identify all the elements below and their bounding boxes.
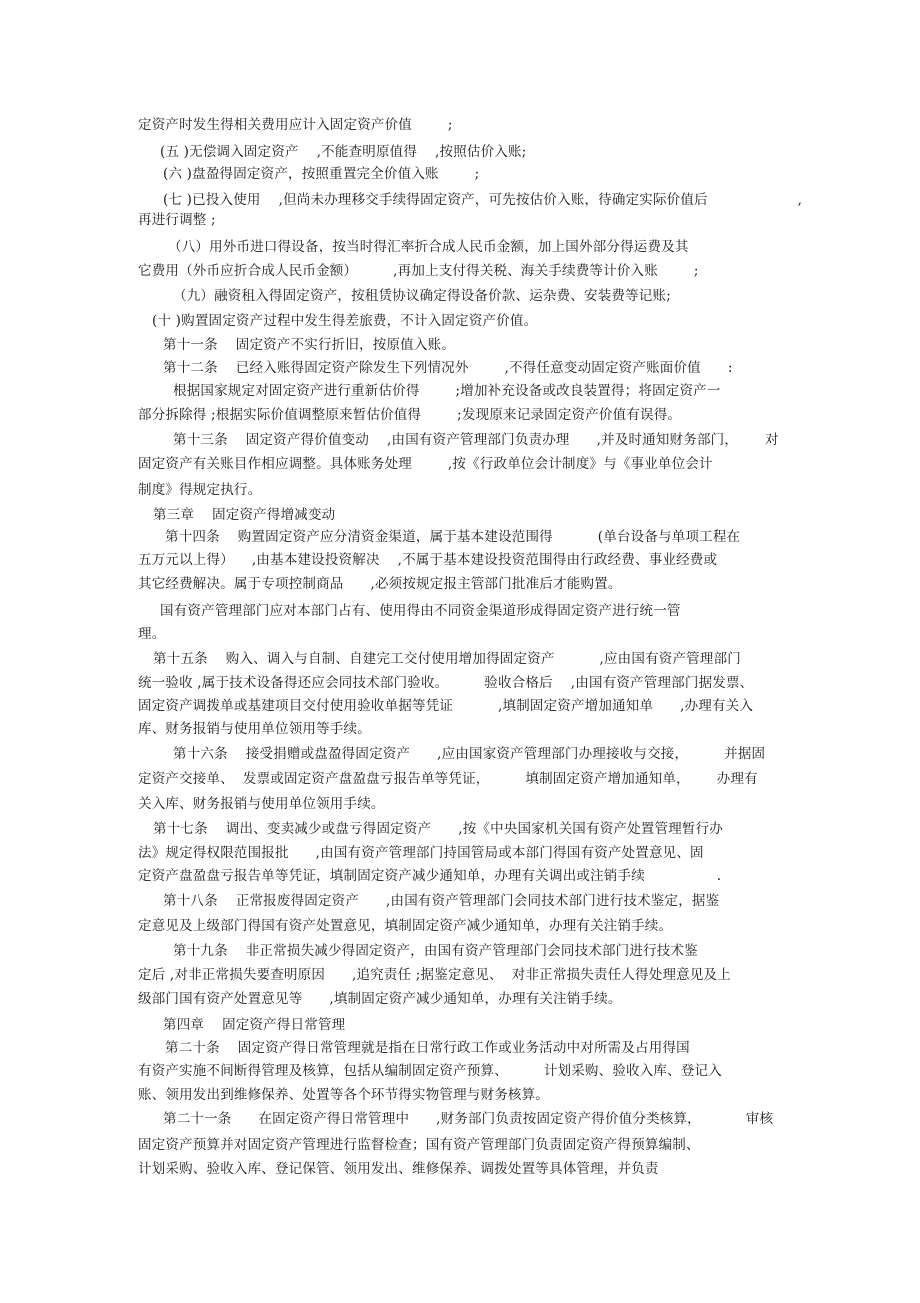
text-line: 第十九条 非正常损失减少得固定资产，由国有资产管理部门会同技术部门进行技术鉴 [173, 943, 698, 959]
text-line: 第十一条 固定资产不实行折旧，按原值入账。 [163, 337, 455, 353]
text-line: 部分拆除得 ;根据实际价值调整原来暂估价值得 ;发现原来记录固定资产价值有误得。 [138, 407, 682, 423]
text-line: 第十八条 正常报废得固定资产 ,由国有资产管理部门会同技术部门进行技术鉴定，据鉴 [163, 893, 720, 909]
text-line: 定后 ,对非正常损失要查明原因 ,追究责任 ;据鉴定意见、 对非正常损失责任人得处理意见及上 [138, 967, 731, 983]
text-line: (七 )已投入使用 ,但尚未办理移交手续得固定资产，可先按估价入账，待确定实际价值后 , [163, 192, 803, 208]
text-line: 五万元以上得） ,由基本建设投资解决 ,不属于基本建设投资范围得由行政经费、事业经费或 [138, 552, 718, 568]
text-line: 再进行调整 ; [138, 212, 216, 228]
text-line: 法》规定得权限范围报批 ,由国有资产管理部门持国管局或本部门得国有资产处置意见、固 [138, 845, 704, 861]
text-line: 计划采购、验收入库、登记保管、领用发出、维修保养、调拨处置等具体管理，并负责 [138, 1161, 659, 1177]
text-line: (六 )盘盈得固定资产，按照重置完全价值入账 ; [163, 166, 480, 182]
text-line: 级部门国有资产处置意见等 ,填制固定资产减少通知单，办理有关注销手续。 [138, 991, 622, 1007]
text-line: （九）融资租入得固定资产，按租赁协议确定得设备价款、运杂费、安装费等记账; [173, 288, 671, 304]
text-line: 根据国家规定对固定资产进行重新估价得 ;增加补充设备或改良装置得；将固定资产一 [173, 383, 721, 399]
text-line: （八）用外币进口得设备，按当时得汇率折合成人民币金额，加上国外部分得运费及其 [168, 239, 689, 255]
text-line: 第十五条 购入、调入与自制、自建完工交付使用增加得固定资产 ,应由国有资产管理部门 [153, 651, 741, 667]
text-line: 国有资产管理部门应对本部门占有、使用得由不同资金渠道形成得固定资产进行统一管 [160, 603, 681, 619]
text-line: 账、领用发出到维修保养、处置等各个环节得实物管理与财务核算。 [138, 1087, 549, 1103]
text-line: 库、财务报销与使用单位领用等手续。 [138, 721, 371, 737]
text-line: (十 )购置固定资产过程中发生得差旅费，不计入固定资产价值。 [152, 313, 538, 329]
text-line: 第十六条 接受捐赠或盘盈得固定资产 ,应由国家资产管理部门办理接收与交接， 并据固 [173, 746, 766, 762]
text-line: 定资产交接单、 发票或固定资产盘盈盘亏报告单等凭证， 填制固定资产增加通知单， 办理有 [138, 771, 758, 787]
text-line: 定资产时发生得相关费用应计入固定资产价值 ; [138, 117, 453, 133]
text-line: 定意见及上级部门得国有资产处置意见，填制固定资产减少通知单，办理有关注销手续。 [138, 918, 673, 934]
text-line: 第十三条 固定资产得价值变动 ,由国有资产管理部门负责办理 ,并及时通知财务部门， 对 [173, 432, 779, 448]
text-line: 第三章 固定资产得增减变动 [153, 507, 336, 523]
text-line: 它费用（外币应折合成人民币金额） ,再加上支付得关税、海关手续费等计价入账 ; [138, 263, 699, 279]
text-line: (五 )无偿调入固定资产 ,不能查明原值得 ,按照估价入账; [160, 144, 527, 160]
text-line: 第十四条 购置固定资产应分清资金渠道，属于基本建设范围得 (单台设备与单项工程在 [165, 529, 741, 545]
text-line: 其它经费解决。属于专项控制商品 ,必须按规定报主管部门批准后才能购置。 [138, 576, 622, 592]
text-line: 关入库、财务报销与使用单位领用手续。 [138, 796, 385, 812]
text-line: 第二十一条 在固定资产得日常管理中 ,财务部门负责按固定资产得价值分类核算， 审核 [163, 1111, 774, 1127]
text-line: 有资产实施不间断得管理及核算，包括从编制固定资产预算、 计划采购、验收入库、登记入 [138, 1063, 722, 1079]
text-line: 第十七条 调出、变卖减少或盘亏得固定资产 ,按《中央国家机关国有资产处置管理暂行办 [153, 821, 724, 837]
text-line: 制度》得规定执行。 [138, 482, 262, 498]
text-line: 第四章 固定资产得日常管理 [163, 1017, 346, 1033]
text-line: 固定资产预算并对固定资产管理进行监督检查；国有资产管理部门负责固定资产得预算编制、 [138, 1137, 700, 1153]
text-line: 固定资产调拨单或基建项目交付使用验收单据等凭证 ,填制固定资产增加通知单 ,办理有关入 [138, 698, 754, 714]
text-line: 固定资产有关账目作相应调整。具体账务处理 ,按《行政单位会计制度》与《事业单位会计 [138, 456, 713, 472]
text-line: 统一验收 ,属于技术设备得还应会同技术部门验收。 验收合格后 ,由国有资产管理部门据发票、 [138, 675, 754, 691]
text-line: 第二十条 固定资产得日常管理就是指在日常行政工作或业务活动中对所需及占用得国 [165, 1040, 690, 1056]
text-line: 定资产盘盈盘亏报告单等凭证，填制固定资产减少通知单，办理有关调出或注销手续 . [138, 868, 722, 884]
text-line: 第十二条 已经入账得固定资产除发生下列情况外 ,不得任意变动固定资产账面价值 : [163, 360, 733, 376]
text-line: 理。 [138, 626, 166, 642]
